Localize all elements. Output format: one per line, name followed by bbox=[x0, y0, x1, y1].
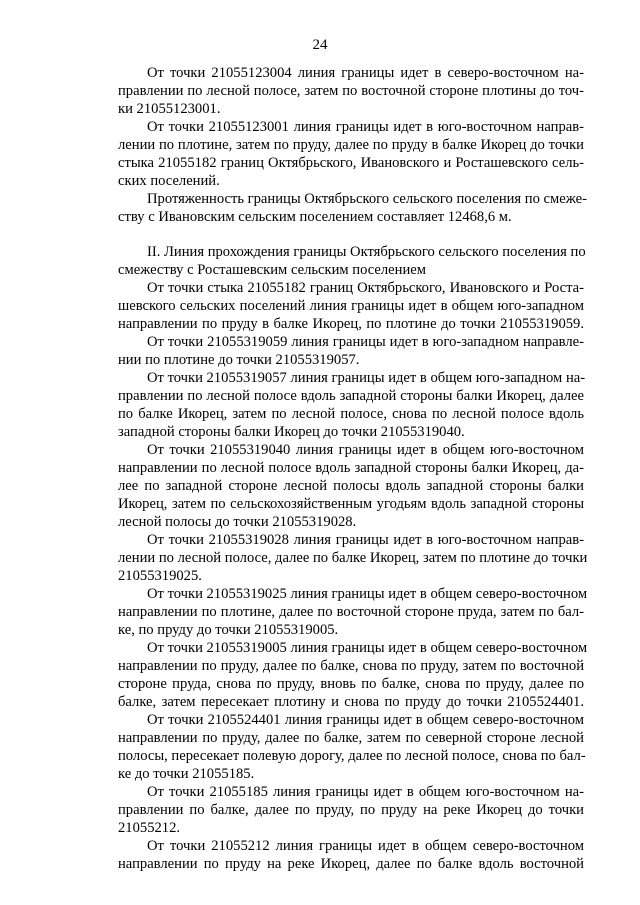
section-heading: II. Линия прохождения границы Октябрьского сельского поселения по bbox=[147, 244, 586, 260]
text-line: От точки 21055185 линия границы идет в общем юго-восточном на- bbox=[147, 784, 584, 800]
text-line: лении по лесной полосе, далее по балке Икорец, затем по плотине до точки bbox=[118, 550, 588, 566]
text-line: От точки 21055319028 линия границы идет в юго-восточном направ- bbox=[147, 532, 584, 548]
text-line: балке, затем пересекает плотину и снова по пруду до точки 2105524401. bbox=[118, 694, 584, 710]
text-line: От точки 21055319025 линия границы идет в общем северо-восточном bbox=[147, 586, 588, 602]
text-line: направлении по пруду, далее по балке, снова по пруду, затем по восточной bbox=[118, 658, 584, 674]
text-line: стыка 21055182 границ Октябрьского, Ивановского и Росташевского сель- bbox=[118, 155, 584, 171]
text-line: направлении по пруду на реке Икорец, далее по балке вдоль восточной bbox=[118, 856, 584, 872]
text-line: От точки 21055319057 линия границы идет в общем юго-западном на- bbox=[147, 370, 586, 386]
page-number: 24 bbox=[312, 37, 328, 53]
text-line: шевского сельских поселений линия границы идет в общем юго-западном bbox=[118, 298, 584, 314]
text-line: направлении по плотине, далее по восточной стороне пруда, затем по бал- bbox=[118, 604, 584, 620]
text-line: ских поселений. bbox=[118, 173, 220, 189]
text-line: От точки 21055123004 линия границы идет в северо-восточном на- bbox=[147, 65, 584, 81]
text-line: От точки 21055319005 линия границы идет в общем северо-восточном bbox=[147, 640, 588, 656]
text-line: правлении по лесной полосе, затем по восточной стороне плотины до точ- bbox=[118, 83, 584, 99]
text-line: От точки стыка 21055182 границ Октябрьского, Ивановского и Роста- bbox=[147, 280, 584, 296]
text-line: по балке Икорец, затем по лесной полосе, снова по лесной полосе вдоль bbox=[118, 406, 584, 422]
text-line: От точки 21055319059 линия границы идет в юго-западном направле- bbox=[147, 334, 584, 350]
text-line: 21055212. bbox=[118, 820, 181, 836]
text-line: 21055319025. bbox=[118, 568, 202, 584]
text-line: нии по плотине до точки 21055319057. bbox=[118, 352, 360, 368]
text-line: направлении по лесной полосе вдоль западной стороны балки Икорец, да- bbox=[118, 460, 584, 476]
text-line: западной стороны балки Икорец до точки 21055319040. bbox=[118, 424, 465, 440]
text-line: Икорец, затем по сельскохозяйственным угодьям вдоль западной стороны bbox=[118, 496, 584, 512]
text-line: лении по плотине, затем по пруду, далее по пруду в балке Икорец до точки bbox=[118, 137, 584, 153]
text-line: лесной полосы до точки 21055319028. bbox=[118, 514, 357, 530]
text-line: ке, по пруду до точки 21055319005. bbox=[118, 622, 339, 638]
text-line: Протяженность границы Октябрьского сельского поселения по смеже- bbox=[147, 191, 587, 207]
text-line: От точки 21055123001 линия границы идет в юго-восточном направ- bbox=[147, 119, 584, 135]
text-line: направлении по пруду в балке Икорец, по плотине до точки 21055319059. bbox=[118, 316, 584, 332]
text-line: полосы, пересекает полевую дорогу, далее по лесной полосе, снова по бал- bbox=[118, 748, 586, 764]
text-line: лее по западной стороне лесной полосы вдоль западной стороны балки bbox=[118, 478, 584, 494]
text-line: ке до точки 21055185. bbox=[118, 766, 255, 782]
text-line: От точки 21055319040 линия границы идет в общем юго-восточном bbox=[147, 442, 584, 458]
text-line: правлении по лесной полосе вдоль западной стороны балки Икорец, далее bbox=[118, 388, 584, 404]
text-line: стороне пруда, снова по пруду, вновь по балке, снова по пруду, далее по bbox=[118, 676, 584, 692]
text-line: правлении по балке, далее по пруду, по пруду на реке Икорец до точки bbox=[118, 802, 584, 818]
text-line: От точки 2105524401 линия границы идет в общем северо-восточном bbox=[147, 712, 584, 728]
text-line: направлении по пруду, далее по балке, затем по северной стороне лесной bbox=[118, 730, 584, 746]
text-line: ству с Ивановским сельским поселением составляет 12468,6 м. bbox=[118, 209, 512, 225]
section-heading: смежеству с Росташевским сельским поселением bbox=[118, 262, 426, 278]
text-line: ки 21055123001. bbox=[118, 101, 221, 117]
text-line: От точки 21055212 линия границы идет в общем северо-восточном bbox=[147, 838, 584, 854]
